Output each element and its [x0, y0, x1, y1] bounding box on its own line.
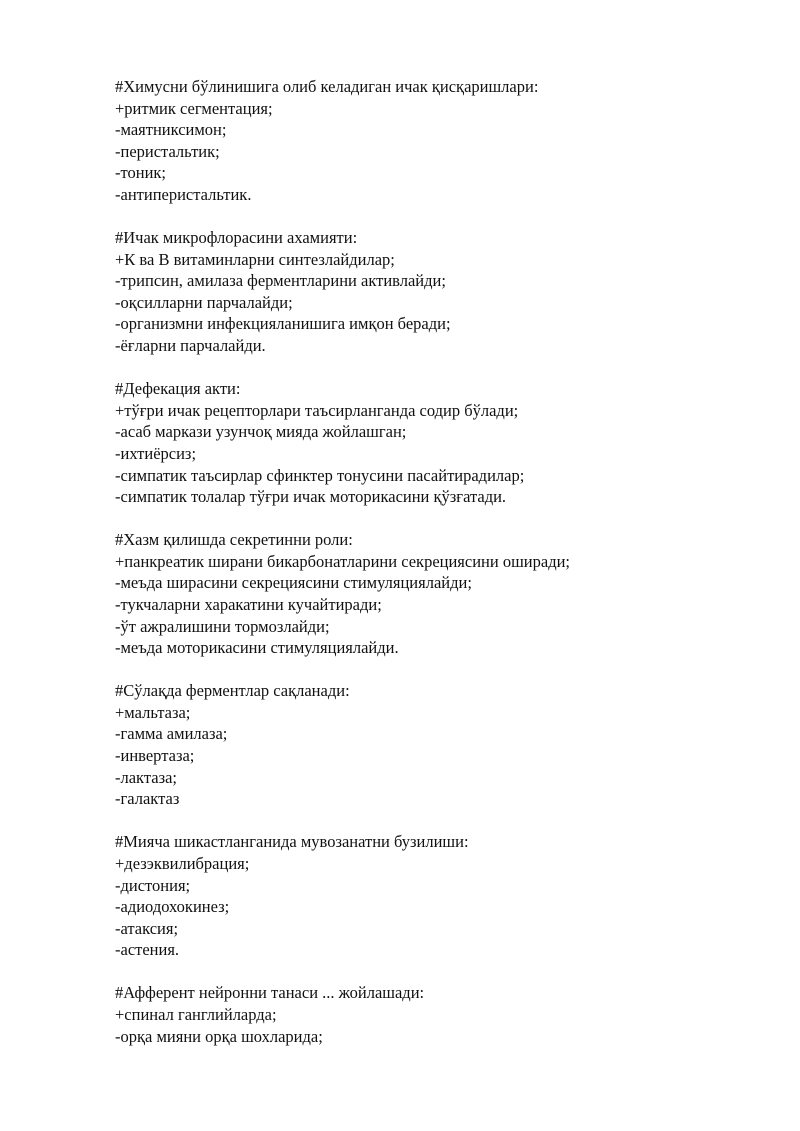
- question-list: [115, 76, 755, 1069]
- answer-option: -адиодохокинез;: [115, 897, 230, 917]
- answer-option-correct: +дезэквилибрация;: [115, 853, 250, 873]
- answer-option: -орқа мияни орқа шохларида;: [115, 1026, 323, 1046]
- answer-option: -гамма амилаза;: [115, 724, 228, 744]
- answer-option: -ёғларни парчалайди.: [115, 336, 266, 356]
- question-block-3: [115, 378, 755, 508]
- answer-option: -ихтиёрсиз;: [115, 443, 197, 463]
- question-block-6: [115, 831, 755, 961]
- answer-option: -атаксия;: [115, 918, 179, 938]
- answer-option: -антиперистальтик.: [115, 184, 252, 204]
- answer-option-correct: +К ва В витаминларни синтезлайдилар;: [115, 249, 395, 269]
- answer-option-correct: +спинал ганглийларда;: [115, 1004, 277, 1024]
- answer-option: -маятниксимон;: [115, 120, 227, 140]
- question-text: #Хазм қилишда секретинни роли:: [115, 530, 353, 550]
- answer-option: -лактаза;: [115, 767, 178, 787]
- answer-option-correct: +тўғри ичак рецепторлари таъсирланганда содир бўлади;: [115, 400, 519, 420]
- answer-option: -ўт ажралишини тормозлайди;: [115, 616, 330, 636]
- answer-option: -дистония;: [115, 875, 191, 895]
- answer-option-correct: +панкреатик ширани бикарбонатларини секрециясини оширади;: [115, 551, 571, 571]
- question-block-7: [115, 982, 755, 1047]
- question-block-1: [115, 76, 755, 206]
- answer-option: -организмни инфекцияланишига имқон беради;: [115, 314, 451, 334]
- answer-option-correct: +мальтаза;: [115, 702, 191, 722]
- answer-option: -астения.: [115, 940, 180, 960]
- answer-option: -меъда моторикасини стимуляциялайди.: [115, 638, 399, 658]
- answer-option-correct: +ритмик сегментация;: [115, 98, 273, 118]
- question-text: #Ичак микрофлорасини ахамияти:: [115, 228, 358, 248]
- answer-option: -галактаз: [115, 789, 180, 809]
- answer-option: -симпатик толалар тўғри ичак моторикасини қўзғатади.: [115, 487, 507, 507]
- question-text: #Сўлақда ферментлар сақланади:: [115, 681, 350, 701]
- answer-option: -инвертаза;: [115, 746, 195, 766]
- answer-option: -оқсилларни парчалайди;: [115, 292, 293, 312]
- question-block-2: [115, 227, 755, 357]
- question-block-5: [115, 680, 755, 810]
- question-text: #Афферент нейронни танаси ... жойлашади:: [115, 983, 425, 1003]
- answer-option: -тоник;: [115, 163, 166, 183]
- question-text: #Дефекация акти:: [115, 379, 241, 399]
- answer-option: -тукчаларни харакатини кучайтиради;: [115, 594, 382, 614]
- question-text: #Мияча шикастланганида мувозанатни бузилиши:: [115, 832, 469, 852]
- question-text: #Химусни бўлинишига олиб келадиган ичак қисқаришлари:: [115, 77, 539, 96]
- answer-option: -перистальтик;: [115, 141, 220, 161]
- answer-option: -симпатик таъсирлар сфинктер тонусини пасайтирадилар;: [115, 465, 525, 485]
- answer-option: -асаб маркази узунчоқ мияда жойлашган;: [115, 422, 407, 442]
- answer-option: -меъда ширасини секрециясини стимуляциялайди;: [115, 573, 472, 593]
- question-block-4: [115, 529, 755, 659]
- answer-option: -трипсин, амилаза ферментларини активлайди;: [115, 271, 446, 291]
